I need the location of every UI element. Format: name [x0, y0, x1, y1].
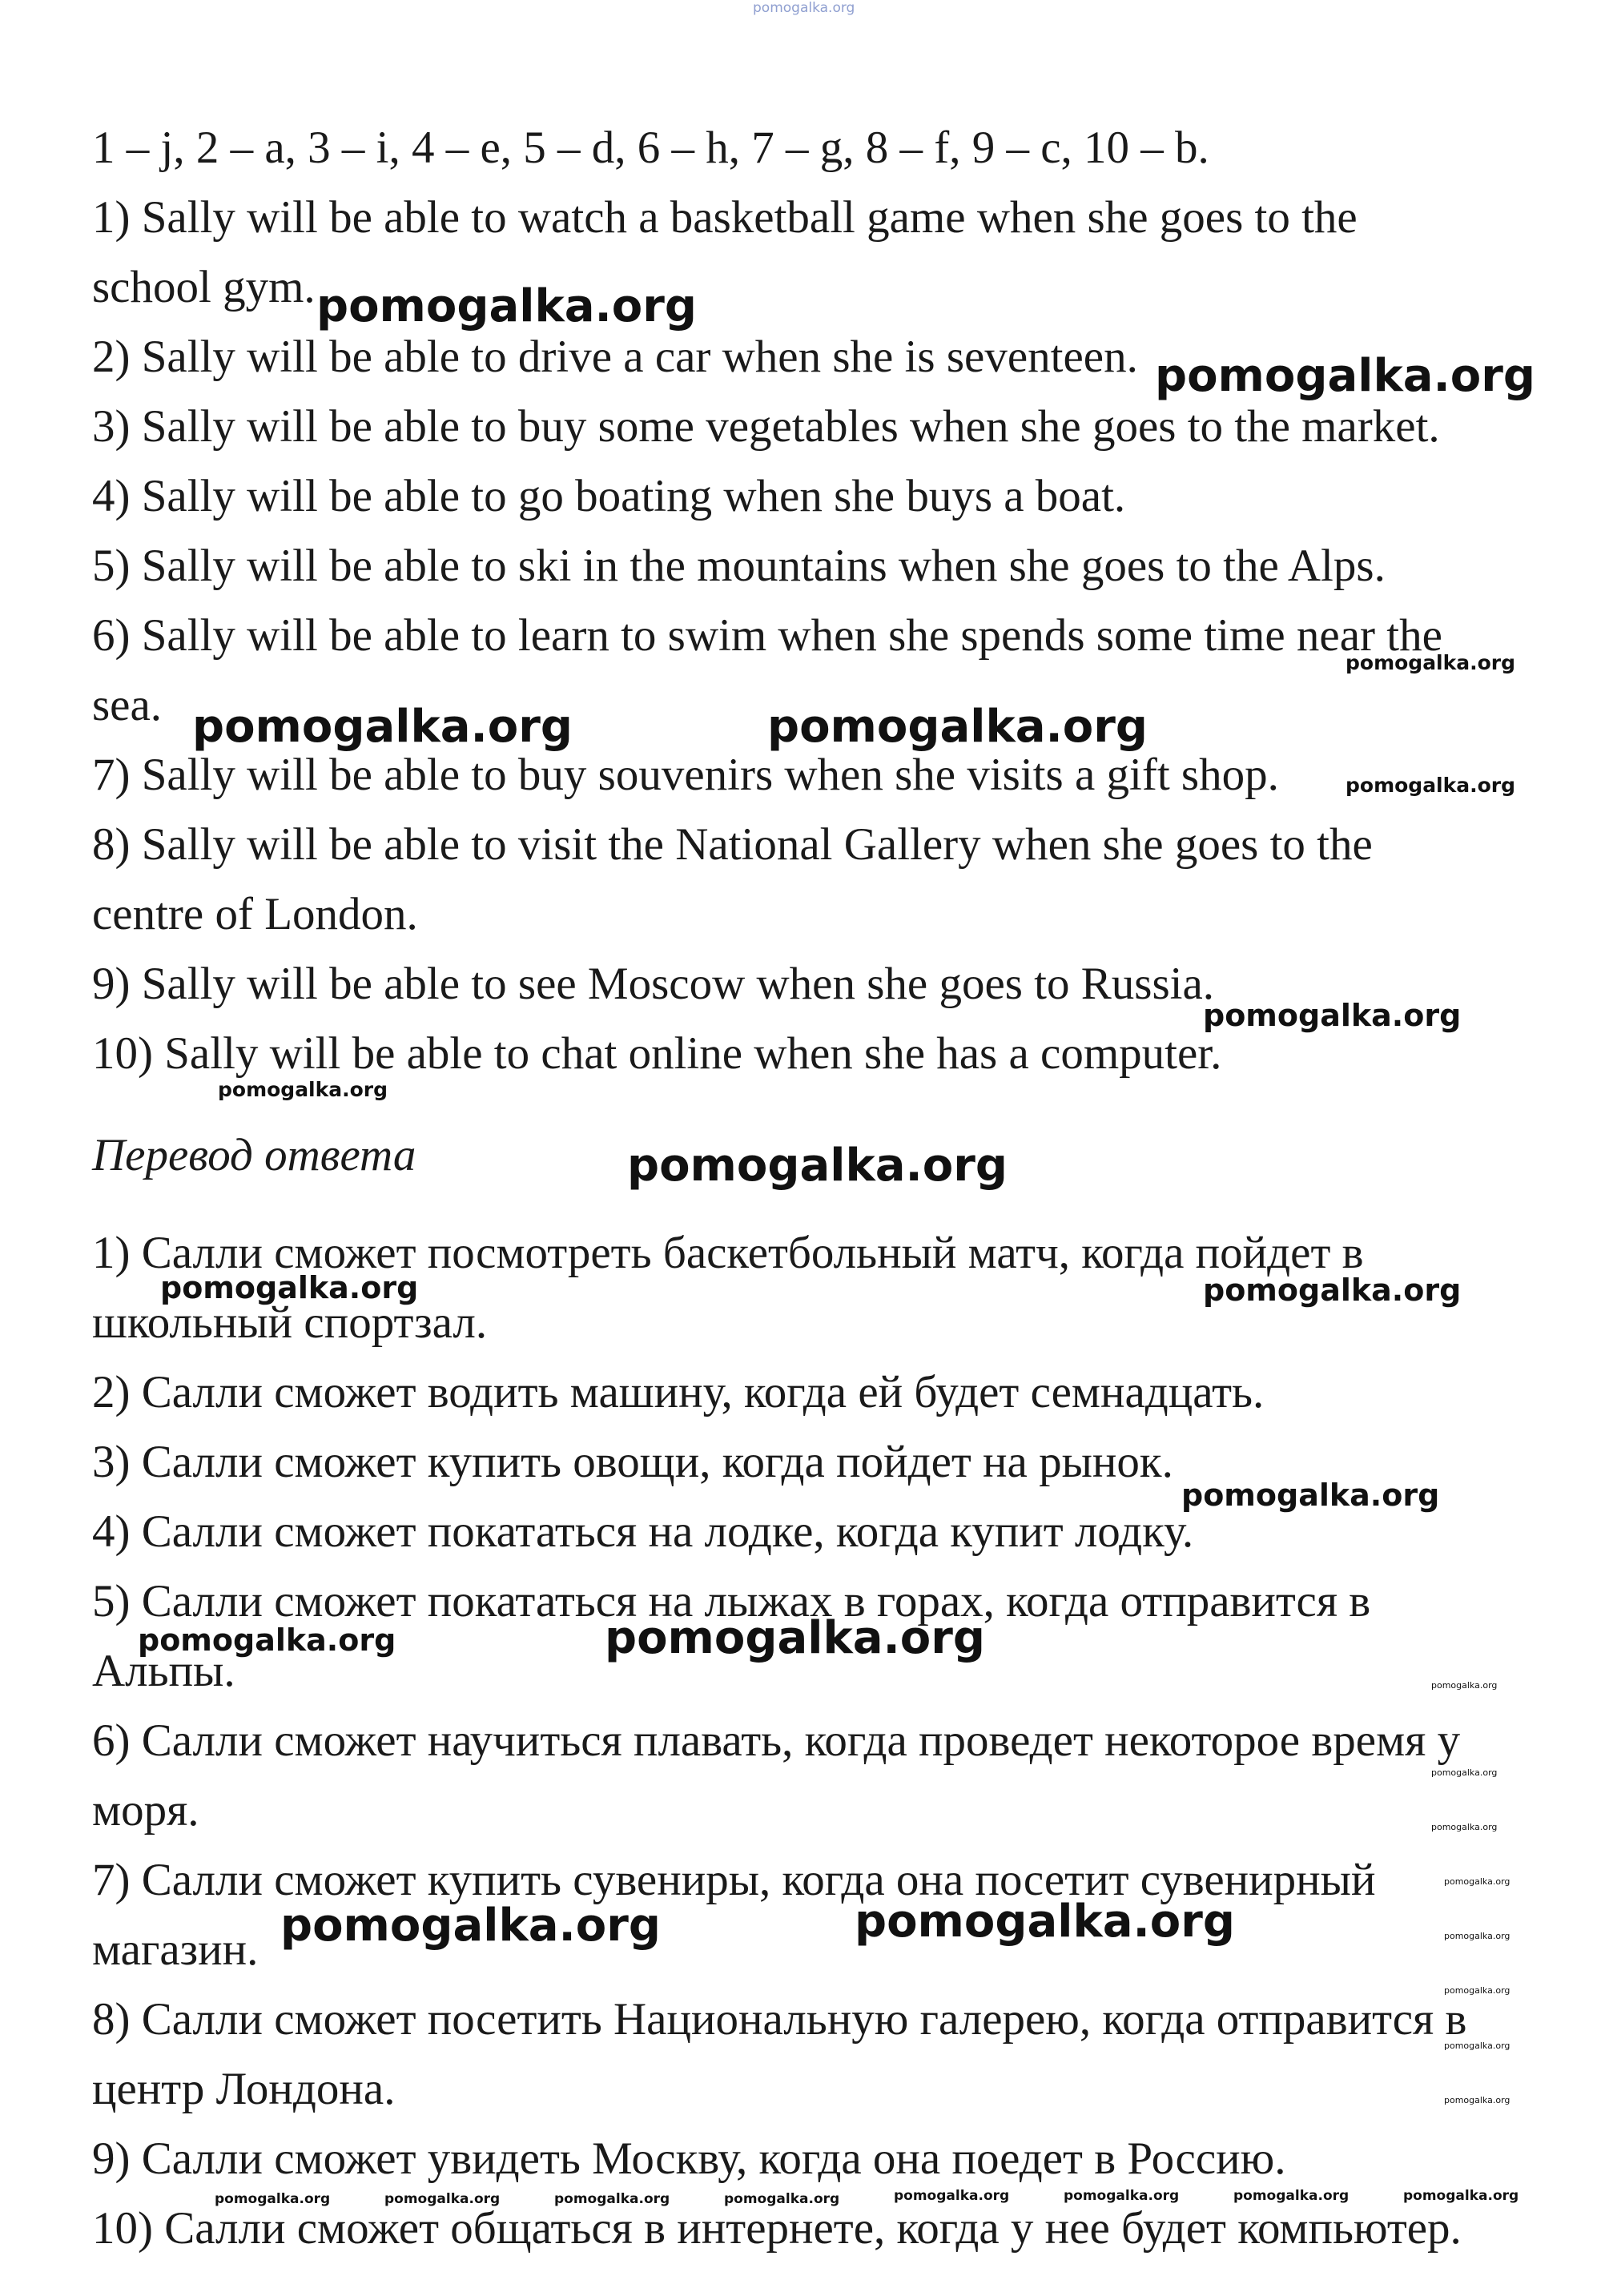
watermark: pomogalka.org	[1431, 1767, 1498, 1778]
russian-line: центр Лондона.	[92, 2064, 396, 2114]
russian-line: 8) Салли сможет посетить Национальную галерею, когда отправится в	[92, 1994, 1467, 2045]
russian-line: 4) Салли сможет покататься на лодке, когда купит лодку.	[92, 1506, 1194, 1557]
english-line: 10) Sally will be able to chat online when she has a computer.	[92, 1028, 1222, 1079]
english-line: 8) Sally will be able to visit the National Gallery when she goes to the	[92, 819, 1373, 870]
watermark: pomogalka.org	[1155, 350, 1535, 402]
watermark: pomogalka.org	[215, 2191, 331, 2207]
english-line: 5) Sally will be able to ski in the mountains when she goes to the Alps.	[92, 541, 1386, 591]
watermark: pomogalka.org	[855, 1896, 1235, 1948]
watermark: pomogalka.org	[1346, 774, 1516, 797]
answer-key: 1 – j, 2 – a, 3 – i, 4 – e, 5 – d, 6 – h, 7 – g, 8 – f, 9 – c, 10 – b.	[92, 123, 1209, 173]
watermark: pomogalka.org	[316, 280, 697, 332]
watermark: pomogalka.org	[384, 2191, 501, 2207]
watermark: pomogalka.org	[218, 1078, 388, 1101]
russian-line: 1) Салли сможет посмотреть баскетбольный матч, когда пойдет в	[92, 1228, 1364, 1278]
russian-line: 9) Салли сможет увидеть Москву, когда она поедет в Россию.	[92, 2133, 1286, 2184]
watermark: pomogalka.org	[1233, 2188, 1350, 2204]
watermark: pomogalka.org	[1203, 998, 1462, 1033]
watermark: pomogalka.org	[138, 1622, 396, 1658]
watermark: pomogalka.org	[280, 1900, 661, 1952]
watermark: pomogalka.org	[627, 1140, 1008, 1192]
watermark: pomogalka.org	[1431, 1680, 1498, 1691]
watermark: pomogalka.org	[605, 1612, 985, 1664]
english-line: 6) Sally will be able to learn to swim when she spends some time near the	[92, 610, 1442, 661]
english-line: 3) Sally will be able to buy some vegetables when she goes to the market.	[92, 401, 1440, 452]
watermark: pomogalka.org	[1346, 651, 1516, 674]
watermark: pomogalka.org	[767, 701, 1148, 753]
watermark: pomogalka.org	[1431, 1822, 1498, 1832]
watermark: pomogalka.org	[1444, 2095, 1510, 2105]
watermark: pomogalka.org	[1444, 2041, 1510, 2051]
watermark: pomogalka.org	[894, 2188, 1010, 2204]
watermark-top: pomogalka.org	[753, 0, 855, 16]
watermark: pomogalka.org	[724, 2191, 840, 2207]
russian-line: школьный спортзал.	[92, 1297, 488, 1348]
watermark: pomogalka.org	[160, 1270, 419, 1305]
watermark: pomogalka.org	[192, 701, 573, 753]
russian-line: моря.	[92, 1785, 199, 1836]
english-line: 4) Sally will be able to go boating when she buys a boat.	[92, 471, 1126, 521]
russian-line: Альпы.	[92, 1646, 235, 1696]
russian-line: 10) Салли сможет общаться в интернете, когда у нее будет компьютер.	[92, 2203, 1462, 2254]
watermark: pomogalka.org	[554, 2191, 670, 2207]
watermark: pomogalka.org	[1444, 1985, 1510, 1996]
russian-line: 3) Салли сможет купить овощи, когда пойдет на рынок.	[92, 1437, 1173, 1487]
russian-line: магазин.	[92, 1924, 259, 1975]
watermark: pomogalka.org	[1444, 1931, 1510, 1941]
watermark: pomogalka.org	[1181, 1478, 1440, 1513]
english-line: centre of London.	[92, 889, 418, 939]
watermark: pomogalka.org	[1203, 1273, 1462, 1308]
english-line: sea.	[92, 680, 163, 730]
english-line: 2) Sally will be able to drive a car when she is seventeen.	[92, 332, 1138, 382]
english-line: school gym.	[92, 262, 316, 312]
russian-line: 2) Салли сможет водить машину, когда ей будет семнадцать.	[92, 1367, 1265, 1417]
russian-line: 6) Салли сможет научиться плавать, когда проведет некоторое время у	[92, 1715, 1461, 1766]
english-line: 1) Sally will be able to watch a basketball game when she goes to the	[92, 192, 1358, 243]
english-line: 7) Sally will be able to buy souvenirs when she visits a gift shop.	[92, 750, 1279, 800]
watermark: pomogalka.org	[1444, 1876, 1510, 1887]
russian-line: 5) Салли сможет покататься на лыжах в горах, когда отправится в	[92, 1576, 1371, 1627]
translation-heading: Перевод ответа	[92, 1130, 416, 1180]
russian-line: 7) Салли сможет купить сувениры, когда она посетит сувенирный	[92, 1855, 1376, 1905]
watermark: pomogalka.org	[1403, 2188, 1519, 2204]
english-line: 9) Sally will be able to see Moscow when she goes to Russia.	[92, 959, 1215, 1009]
watermark: pomogalka.org	[1064, 2188, 1180, 2204]
